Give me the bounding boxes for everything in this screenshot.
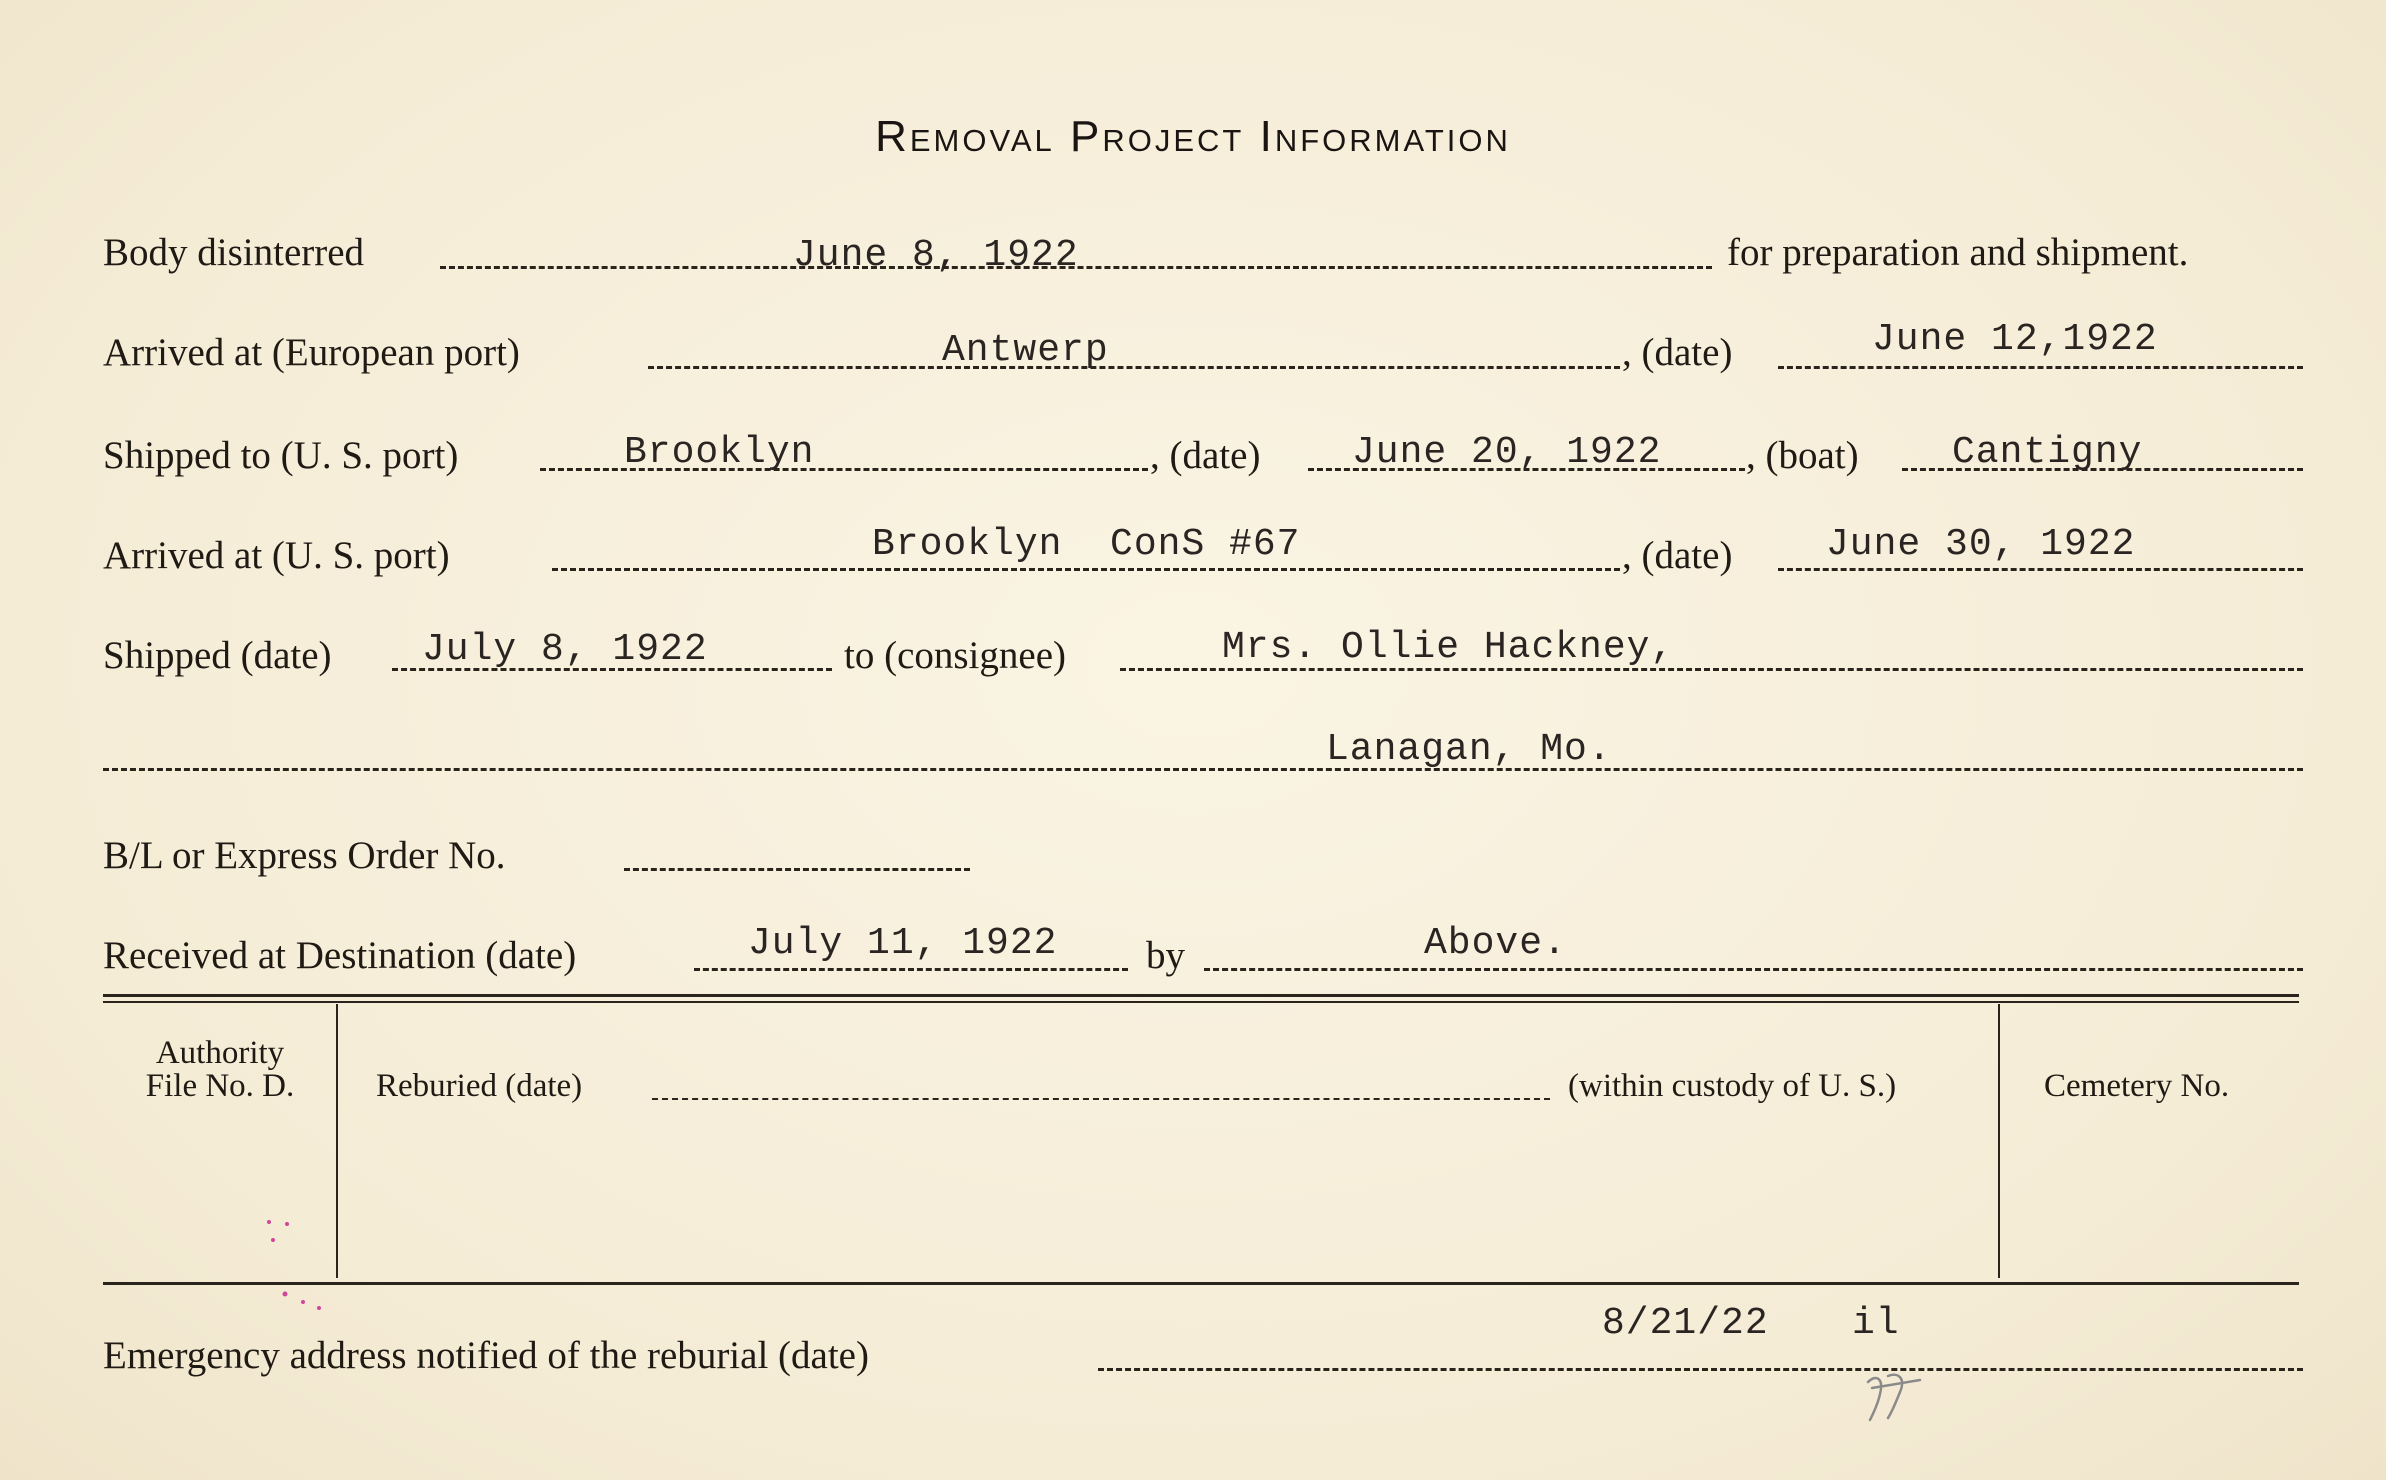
consignee-value: Mrs. Ollie Hackney, <box>1222 626 1675 669</box>
box-bottom-rule <box>103 1282 2299 1285</box>
shipped-date-label: , (date) <box>1150 434 1261 477</box>
european-port-value: Antwerp <box>942 329 1109 372</box>
european-date-label: , (date) <box>1622 331 1733 374</box>
european-port-label: Arrived at (European port) <box>103 331 520 374</box>
authority-label-1: Authority <box>155 1035 285 1071</box>
arrived-us-label: Arrived at (U. S. port) <box>103 534 450 577</box>
emergency-line <box>1098 1368 2303 1371</box>
box-divider-right <box>1998 1004 2000 1278</box>
custody-label: (within custody of U. S.) <box>1568 1068 1897 1104</box>
emergency-label: Emergency address notified of the reburial (date) <box>103 1334 869 1377</box>
consignee-label: to (consignee) <box>844 634 1067 677</box>
received-label: Received at Destination (date) <box>103 934 577 977</box>
arrived-us-line <box>552 568 1620 571</box>
box-top-rule-2 <box>103 1001 2299 1003</box>
boat-value: Cantigny <box>1952 431 2143 474</box>
cemetery-label: Cemetery No. <box>2044 1068 2230 1104</box>
european-port-line <box>648 366 1620 369</box>
boat-label: , (boat) <box>1746 434 1859 477</box>
received-value: July 11, 1922 <box>748 922 1058 965</box>
arrived-date-value: June 30, 1922 <box>1826 523 2136 566</box>
disinterred-suffix: for preparation and shipment. <box>1727 231 2189 274</box>
arrived-date-label: , (date) <box>1622 534 1733 577</box>
shipped-value: July 8, 1922 <box>422 628 708 671</box>
shipped-date-value: June 20, 1922 <box>1352 431 1662 474</box>
shipped-us-value: Brooklyn <box>624 431 815 474</box>
emergency-initials: il <box>1852 1302 1900 1345</box>
reburied-line <box>652 1098 1550 1100</box>
emergency-date: 8/21/22 <box>1602 1302 1769 1345</box>
by-value: Above. <box>1424 922 1567 965</box>
authority-label-2: File No. D. <box>145 1068 295 1104</box>
address-line <box>103 768 2303 771</box>
received-line <box>694 968 1128 971</box>
bl-line <box>624 868 970 871</box>
reburied-label: Reburied (date) <box>376 1068 583 1104</box>
bl-label: B/L or Express Order No. <box>103 834 506 877</box>
by-line <box>1204 968 2303 971</box>
arrived-us-value: Brooklyn ConS #67 <box>872 523 1301 566</box>
shipped-label: Shipped (date) <box>103 634 332 677</box>
disinterred-value: June 8, 1922 <box>793 234 1079 277</box>
by-label: by <box>1146 934 1185 977</box>
ink-speckle-marks <box>255 1210 345 1330</box>
pencil-initial-mark <box>1862 1368 1932 1426</box>
consignee-address: Lanagan, Mo. <box>1326 728 1612 771</box>
card-title: Removal Project Information <box>875 112 1511 161</box>
disinterred-label: Body disinterred <box>103 231 365 274</box>
box-top-rule-1 <box>103 994 2299 997</box>
shipped-us-label: Shipped to (U. S. port) <box>103 434 459 477</box>
arrived-date-line <box>1778 568 2303 571</box>
european-date-line <box>1778 366 2303 369</box>
european-date-value: June 12,1922 <box>1872 318 2158 361</box>
